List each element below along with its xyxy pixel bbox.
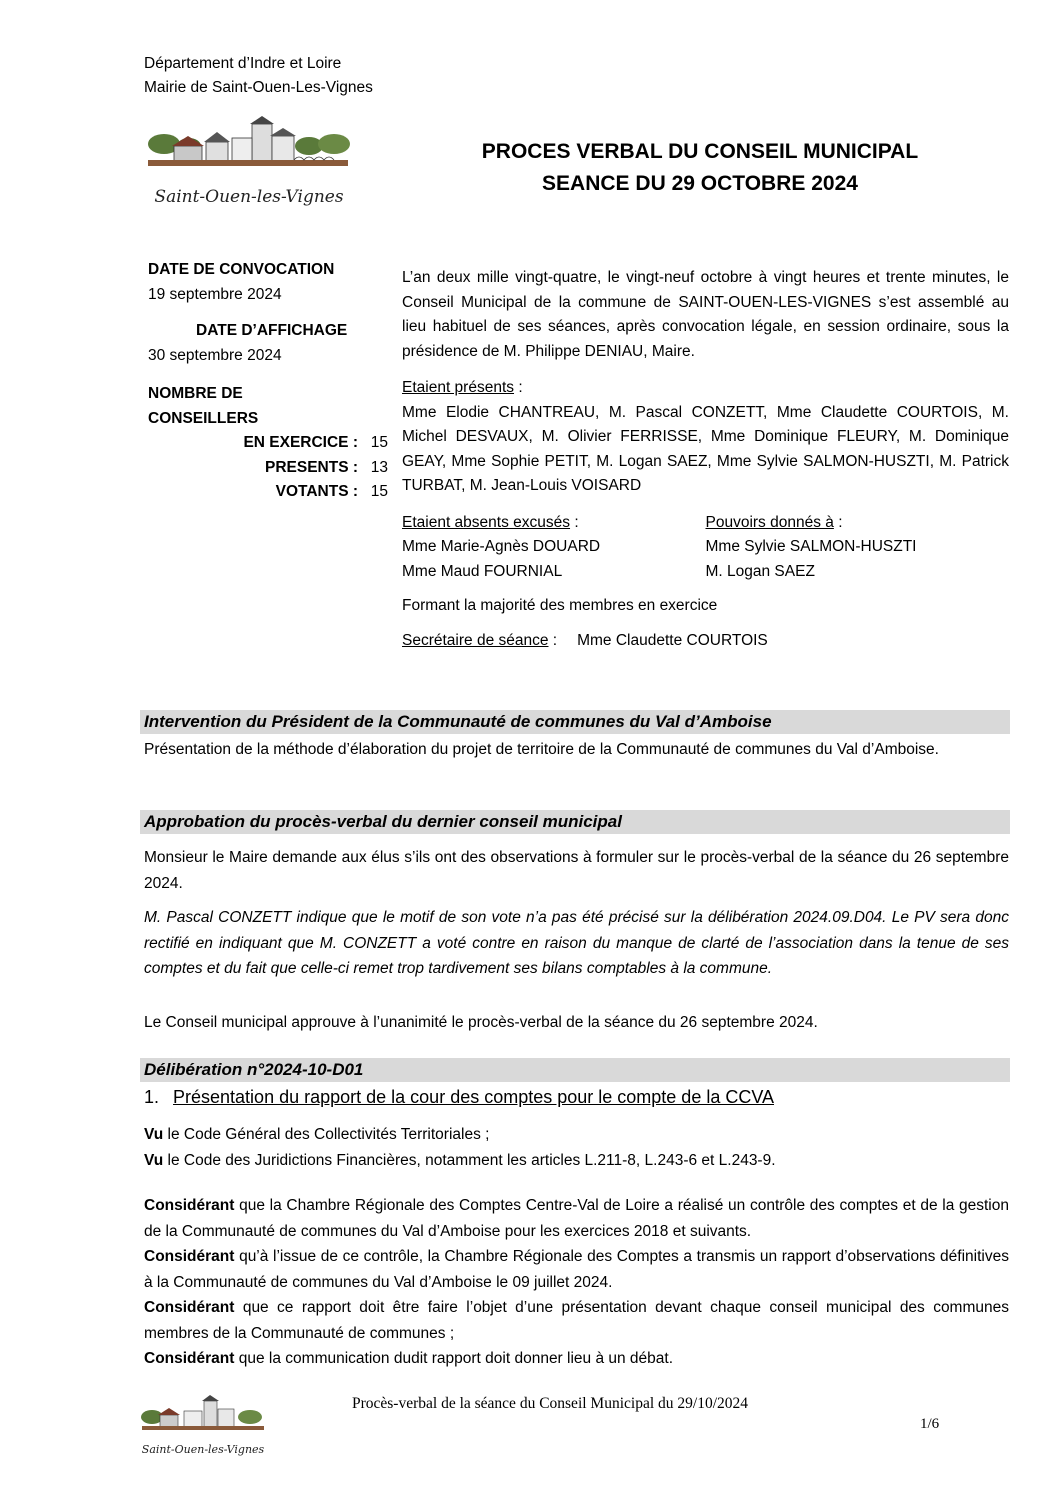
presents-heading: Etaient présents :: [402, 379, 523, 396]
considerant-item: Considérant que ce rapport doit être faire l’objet d’une présentation devant chaque conseil municipal des communes membres de la Communauté de communes ;: [144, 1299, 1009, 1342]
count-row-presents: PRESENTS : 13: [264, 458, 388, 476]
title-line-1: PROCES VERBAL DU CONSEIL MUNICIPAL: [481, 140, 919, 163]
absent-row: Mme Marie-Agnès DOUARD Mme Sylvie SALMON-HUSZTI: [402, 538, 917, 555]
page-number: 1/6: [920, 1416, 940, 1432]
intro-paragraph: L’an deux mille vingt-quatre, le vingt-neuf octobre à vingt heures et trente minutes, le Conseil Municipal de la commune de SAINT-OUEN-LES-VIGNES s’est assemblé au lieu habituel de ses séances, après convocation légale, en session ordinaire, sous la présidence de M. Philippe DENIAU, Maire.: [402, 269, 1009, 360]
considerant-item: Considérant que la communication dudit rapport doit donner lieu à un débat.: [144, 1350, 674, 1367]
convocation-label: DATE DE CONVOCATION: [148, 261, 335, 278]
mairie-line: Mairie de Saint-Ouen-Les-Vignes: [144, 79, 373, 96]
nombre-label-1: NOMBRE DE: [148, 385, 243, 402]
considerant-list: [144, 1193, 1009, 1372]
section-approbation-title: Approbation du procès-verbal du dernier conseil municipal: [140, 810, 1010, 834]
meeting-metadata: [148, 258, 388, 505]
meeting-details: [402, 266, 1009, 653]
logo-caption: Saint-Ouen-les-Vignes: [154, 187, 344, 207]
point-1-title: 1. Présentation du rapport de la cour des comptes pour le compte de la CCVA: [144, 1087, 775, 1107]
presents-names: Mme Elodie CHANTREAU, M. Pascal CONZETT, Mme Claudette COURTOIS, M. Michel DESVAUX, M. Olivier FERRISSE, Mme Dominique FLEURY, M. Dominique GEAY, Mme Sophie PETIT, M. Logan SAEZ, Mme Sylvie SALMON-HUSZTI, M. Patrick TURBAT, M. Jean-Louis VOISARD: [402, 403, 1009, 494]
footer-logo-caption: Saint-Ouen-les-Vignes: [141, 1443, 265, 1456]
affichage-date: 30 septembre 2024: [148, 346, 282, 364]
majorite-line: Formant la majorité des membres en exercice: [402, 597, 718, 614]
footer-logo-icon: [138, 1395, 268, 1465]
affichage-label: DATE D’AFFICHAGE: [196, 322, 348, 339]
page-title: [400, 136, 1000, 200]
approbation-text-2: Le Conseil municipal approuve à l’unanimité le procès-verbal de la séance du 26 septembre 2024.: [144, 1014, 818, 1031]
village-logo-icon: [144, 116, 354, 216]
title-line-2: SEANCE DU 29 OCTOBRE 2024: [542, 172, 858, 195]
absents-header: Etaient absents excusés : Pouvoirs donnés à :: [402, 513, 843, 531]
count-row-exercice: EN EXERCICE : 15: [243, 434, 388, 451]
section-intervention-text: Présentation de la méthode d’élaboration du projet de territoire de la Communauté de communes du Val d’Amboise.: [144, 741, 939, 758]
header-address: [144, 52, 373, 100]
approbation-observation: M. Pascal CONZETT indique que le motif de son vote n’a pas été précisé sur la délibération 2024.09.D04. Le PV sera donc rectifié en indiquant que M. CONZETT a voté contre en raison du manque de clarté de l’association dans la tenue de ses comptes et du fait que celle-ci remet trop tardivement ses bilans comptables à la commune.: [144, 909, 1009, 977]
footer-text: Procès-verbal de la séance du Conseil Municipal du 29/10/2024: [351, 1395, 748, 1412]
vu-item: Vu le Code Général des Collectivités Territoriales ;: [144, 1126, 490, 1143]
department-line: Département d’Indre et Loire: [144, 55, 342, 72]
vu-list: [144, 1122, 1009, 1173]
count-row-votants: VOTANTS : 15: [275, 483, 388, 500]
absent-row: Mme Maud FOURNIAL M. Logan SAEZ: [402, 562, 815, 580]
considerant-item: Considérant qu’à l’issue de ce contrôle, la Chambre Régionale des Comptes a transmis un rapport d’observations définitives à la Communauté de communes du Val d’Amboise le 09 juillet 2024.: [144, 1248, 1009, 1291]
section-intervention-title: Intervention du Président de la Communauté de communes du Val d’Amboise: [140, 710, 1010, 734]
vu-item: Vu le Code des Juridictions Financières, notamment les articles L.211-8, L.243-6 et L.243-9.: [144, 1151, 776, 1169]
nombre-label-2: CONSEILLERS: [148, 409, 259, 427]
approbation-text-1: Monsieur le Maire demande aux élus s’ils ont des observations à formuler sur le procès-verbal de la séance du 26 septembre 2024.: [144, 849, 1009, 892]
secretaire-line: Secrétaire de séance : Mme Claudette COURTOIS: [402, 631, 768, 649]
convocation-date: 19 septembre 2024: [148, 285, 282, 303]
considerant-item: Considérant que la Chambre Régionale des Comptes Centre-Val de Loire a réalisé un contrôle des comptes et de la gestion de la Communauté de communes du Val d’Amboise pour les exercices 2018 et suivants.: [144, 1197, 1009, 1240]
section-deliberation-title: Délibération n°2024-10-D01: [140, 1058, 1010, 1082]
